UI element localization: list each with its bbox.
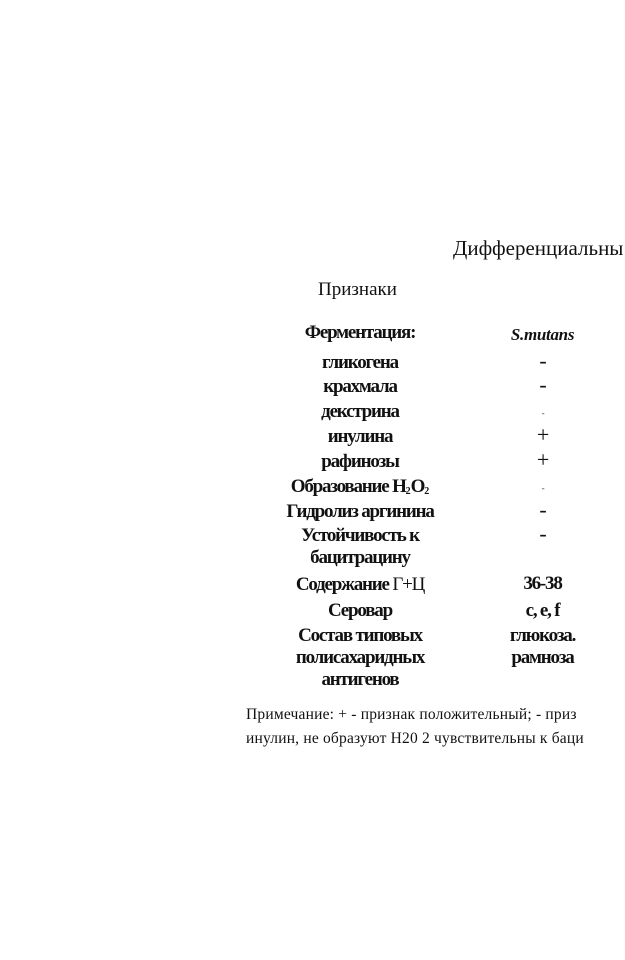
table-row-value: + bbox=[536, 447, 549, 472]
table-row-label: декстрина bbox=[321, 401, 399, 422]
table-row-value: - bbox=[539, 497, 546, 522]
page-title: Дифференциальны bbox=[453, 236, 624, 260]
table-row-label: Образование $H_2O_2$ bbox=[290, 476, 430, 497]
table-row-label: Гидролиз аргинина bbox=[286, 501, 434, 522]
footnote-line: Примечание: + - признак положительный; - приз bbox=[246, 706, 577, 723]
table-row-label: Содержание Г+Ц bbox=[295, 574, 425, 595]
table-row-value: - bbox=[539, 372, 546, 397]
table-row-value: глюкоза. рамноза bbox=[509, 625, 576, 668]
table-row-label: Серовар bbox=[328, 600, 392, 621]
table-row-value: + bbox=[536, 422, 549, 447]
table-row-value: 36-38 bbox=[523, 573, 562, 594]
table-row-value: - bbox=[539, 348, 546, 373]
table-row-value: - bbox=[541, 483, 544, 493]
table-row-label: крахмала bbox=[323, 376, 397, 397]
table-row-label: Устойчивость к бацитрацину bbox=[301, 525, 419, 568]
table-row-value: - bbox=[539, 521, 546, 546]
table-row-label: Ферментация: bbox=[304, 322, 416, 343]
footnote-line: инулин, не образуют H20 2 чувствительны к баци bbox=[246, 730, 584, 747]
column-header-species: S.mutans bbox=[510, 325, 575, 344]
column-header-features: Признаки bbox=[318, 279, 397, 300]
table-row-value: c, e, f bbox=[525, 600, 560, 621]
table-row-label: гликогена bbox=[322, 352, 398, 373]
table-row-value: - bbox=[541, 408, 544, 418]
table-row-label: рафинозы bbox=[321, 451, 399, 472]
table-row-label: Состав типовых полисахаридных антигенов bbox=[295, 625, 425, 690]
table-row-label: инулина bbox=[327, 426, 393, 447]
